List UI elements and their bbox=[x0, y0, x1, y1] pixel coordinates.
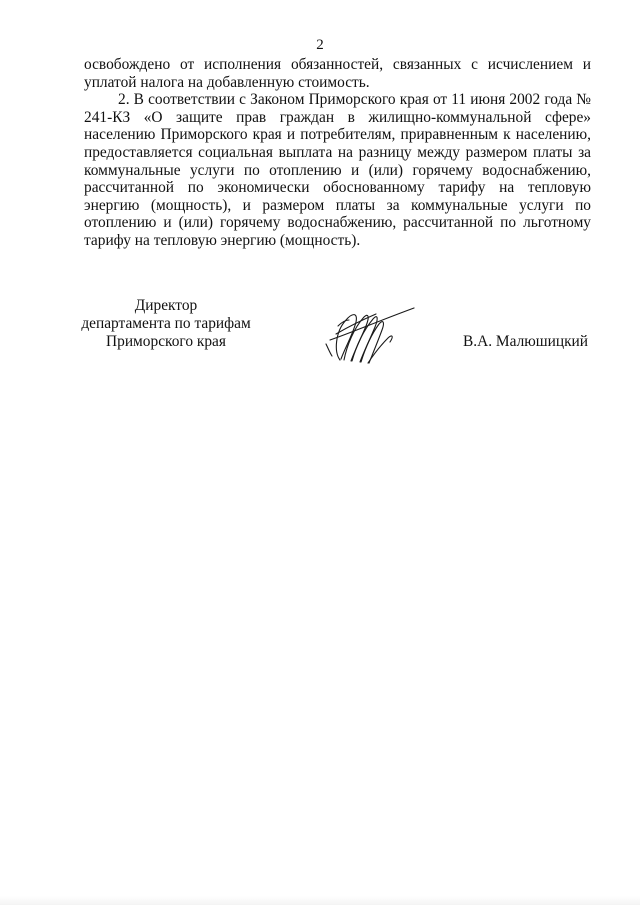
paragraph-continuation: освобождено от исполнения обязанностей, связанных с исчислением и уплатой налога на добавленную стоимость. bbox=[84, 56, 591, 91]
scan-edge bbox=[0, 896, 640, 905]
signatory-title bbox=[80, 297, 252, 351]
page-number: 2 bbox=[316, 37, 324, 53]
signatory-title-line-2: департамента по тарифам bbox=[81, 315, 251, 332]
paragraph-2: 2. В соответствии с Законом Приморского края от 11 июня 2002 года № 241-КЗ «О защите прав граждан в жилищно-коммунальной сфере» населению Приморского края и потребителям, приравненным к населению, предоставляется социальная выплата на разницу между размером платы за коммунальные услуги по отоплению и (или) горячему водоснабжению, рассчитанной по экономически обоснованному тарифу на тепловую энергию (мощность), и размером платы за коммунальные услуги по отоплению и (или) горячему водоснабжению, рассчитанной по льготному тарифу на тепловую энергию (мощность). bbox=[84, 91, 591, 249]
signatory-title-line-3: Приморского края bbox=[106, 333, 226, 350]
signatory-title-line-1: Директор bbox=[134, 297, 198, 314]
handwritten-signature bbox=[318, 298, 418, 370]
body-text bbox=[84, 56, 591, 250]
signatory-name: В.А. Малюшицкий bbox=[463, 333, 589, 350]
